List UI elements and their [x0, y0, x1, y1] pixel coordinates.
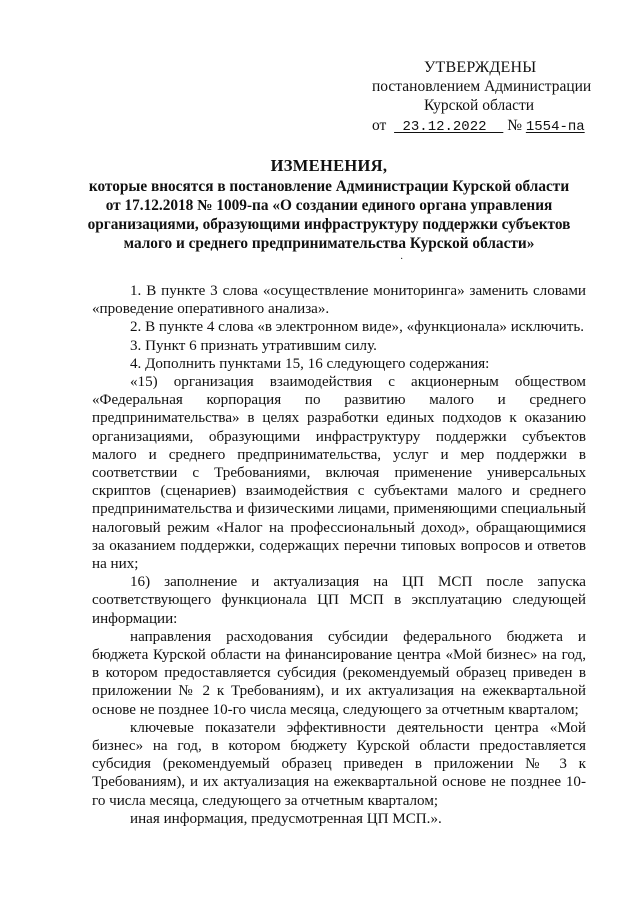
paragraph-8: ключевые показатели эффективности деятельности центра «Мой бизнес» на год, в котором бюджету Курской области предоставляется субсидия (рекомендуемый образец приведен в приложении № 3 к Требованиям), и их актуализация на ежеквартальной основе не позднее 10-го числа месяца, следующего за отчетным кварталом;	[92, 719, 586, 809]
approval-date-line	[372, 116, 622, 137]
number-prefix: №	[507, 117, 522, 134]
paragraph-2: 2. В пункте 4 слова «в электронном виде», «функционала» исключить.	[130, 319, 584, 336]
paragraph-9: иная информация, предусмотренная ЦП МСП.».	[130, 810, 442, 827]
paragraph-1: 1. В пункте 3 слова «осуществление мониторинга» заменить словами «проведение оперативного анализа».	[92, 283, 586, 318]
paragraph-3: 3. Пункт 6 признать утратившим силу.	[130, 337, 377, 354]
approval-block	[372, 58, 622, 137]
paragraph-4: 4. Дополнить пунктами 15, 16 следующего содержания:	[130, 355, 490, 372]
heading-line-1: которые вносятся в постановление Администрации Курской области	[88, 178, 570, 195]
heading-title: ИЗМЕНЕНИЯ,	[270, 156, 388, 175]
approval-number: 1554-па	[525, 119, 585, 135]
approval-line-2: Курской области	[424, 97, 535, 114]
paragraph-5: «15) организация взаимодействия с акционерным обществом «Федеральная корпорация по развитию малого и среднего предпринимательства» в целях разработки единых подходов к оказанию организациями, образующими инфраструктуру поддержки субъектов малого и среднего предпринимательства, услуг и мер поддержки в соответствии с Требованиями, включая применение универсальных скриптов (сценариев) взаимодействия с субъектами малого и среднего предпринимательства и физическими лицами, применяющими специальный налоговый режим «Налог на профессиональный доход», обращающимися за оказанием поддержки, содержащих перечни типовых вопросов и ответов на них;	[92, 374, 586, 573]
paragraph-7: направления расходования субсидии федерального бюджета и бюджета Курской области на финансирование центра «Мой бизнес» на год, в котором предоставляется субсидия (рекомендуемый образец приведен в приложении № 2 к Требованиям), и их актуализация на ежеквартальной основе не позднее 10-го числа месяца, следующего за отчетным кварталом;	[92, 628, 586, 718]
paragraph-6: 16) заполнение и актуализация на ЦП МСП после запуска соответствующего функционала ЦП МСП в эксплуатацию следующей информации:	[92, 574, 586, 627]
document-heading	[70, 156, 588, 253]
separator-dot: ·	[400, 254, 404, 265]
approval-title: УТВЕРЖДЕНЫ	[424, 59, 537, 76]
heading-line-2: от 17.12.2018 № 1009-па «О создании единого органа управления	[105, 197, 553, 214]
heading-line-4: малого и среднего предпринимательства Курской области»	[123, 235, 535, 252]
date-prefix: от	[372, 117, 387, 134]
document-body	[92, 282, 586, 828]
heading-line-3: организациями, образующими инфраструктуру поддержки субъектов	[87, 216, 571, 233]
approval-line-1: постановлением Администрации	[372, 78, 592, 95]
approval-date: 23.12.2022	[402, 119, 487, 135]
